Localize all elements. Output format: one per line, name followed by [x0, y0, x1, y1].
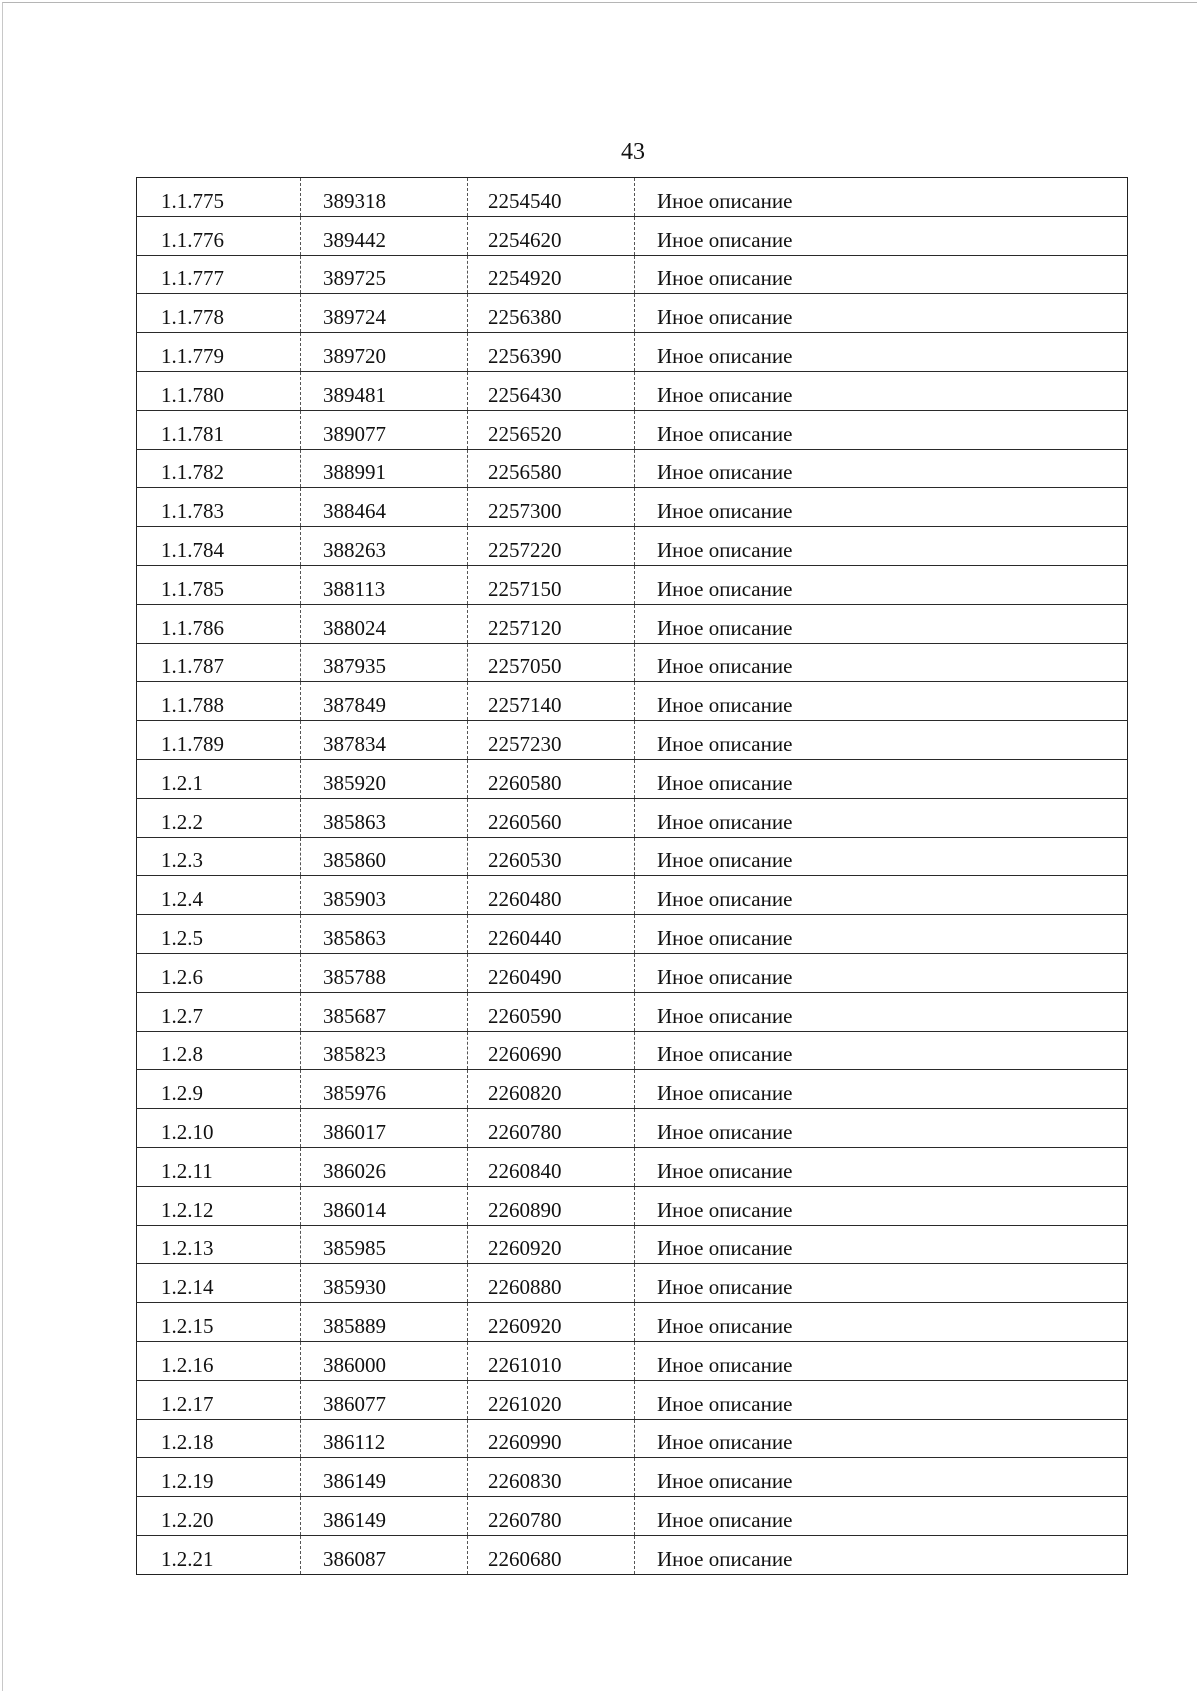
x-coordinate-cell: 385860: [301, 837, 468, 876]
y-coordinate-cell: 2257220: [468, 527, 635, 566]
description-cell: Иное описание: [635, 1341, 1128, 1380]
table-row: [137, 1497, 1128, 1536]
y-coordinate-cell: 2257230: [468, 721, 635, 760]
description-cell: Иное описание: [635, 604, 1128, 643]
table-row: [137, 1225, 1128, 1264]
table-row: [137, 1109, 1128, 1148]
description-cell: Иное описание: [635, 1225, 1128, 1264]
y-coordinate-cell: 2261010: [468, 1341, 635, 1380]
y-coordinate-cell: 2260580: [468, 759, 635, 798]
description-cell: Иное описание: [635, 682, 1128, 721]
description-cell: Иное описание: [635, 449, 1128, 488]
point-number-cell: 1.2.9: [137, 1070, 301, 1109]
description-cell: Иное описание: [635, 798, 1128, 837]
point-number-cell: 1.1.783: [137, 488, 301, 527]
description-cell: Иное описание: [635, 488, 1128, 527]
description-cell: Иное описание: [635, 1070, 1128, 1109]
table-row: [137, 255, 1128, 294]
y-coordinate-cell: 2260990: [468, 1419, 635, 1458]
x-coordinate-cell: 389077: [301, 410, 468, 449]
table-row: [137, 216, 1128, 255]
table-row: [137, 1419, 1128, 1458]
point-number-cell: 1.1.780: [137, 371, 301, 410]
x-coordinate-cell: 385976: [301, 1070, 468, 1109]
x-coordinate-cell: 386077: [301, 1380, 468, 1419]
table-row: [137, 294, 1128, 333]
y-coordinate-cell: 2257300: [468, 488, 635, 527]
table-row: [137, 1380, 1128, 1419]
y-coordinate-cell: 2260780: [468, 1109, 635, 1148]
point-number-cell: 1.2.7: [137, 992, 301, 1031]
y-coordinate-cell: 2260820: [468, 1070, 635, 1109]
x-coordinate-cell: 385985: [301, 1225, 468, 1264]
y-coordinate-cell: 2254920: [468, 255, 635, 294]
point-number-cell: 1.2.19: [137, 1458, 301, 1497]
y-coordinate-cell: 2260530: [468, 837, 635, 876]
point-number-cell: 1.1.787: [137, 643, 301, 682]
table-row: [137, 759, 1128, 798]
point-number-cell: 1.1.788: [137, 682, 301, 721]
table-body: [137, 178, 1128, 1575]
table-row: [137, 1031, 1128, 1070]
table-row: [137, 1186, 1128, 1225]
y-coordinate-cell: 2260480: [468, 876, 635, 915]
table-row: [137, 643, 1128, 682]
point-number-cell: 1.2.17: [137, 1380, 301, 1419]
y-coordinate-cell: 2254620: [468, 216, 635, 255]
description-cell: Иное описание: [635, 1419, 1128, 1458]
point-number-cell: 1.2.15: [137, 1303, 301, 1342]
description-cell: Иное описание: [635, 178, 1128, 217]
x-coordinate-cell: 385788: [301, 953, 468, 992]
table-row: [137, 527, 1128, 566]
description-cell: Иное описание: [635, 565, 1128, 604]
table-row: [137, 837, 1128, 876]
table-row: [137, 682, 1128, 721]
point-number-cell: 1.2.6: [137, 953, 301, 992]
point-number-cell: 1.2.21: [137, 1535, 301, 1574]
table-row: [137, 1070, 1128, 1109]
table-row: [137, 1535, 1128, 1574]
x-coordinate-cell: 385863: [301, 798, 468, 837]
table-row: [137, 178, 1128, 217]
page-number: 43: [621, 139, 645, 165]
description-cell: Иное описание: [635, 1186, 1128, 1225]
point-number-cell: 1.1.777: [137, 255, 301, 294]
y-coordinate-cell: 2256580: [468, 449, 635, 488]
description-cell: Иное описание: [635, 1458, 1128, 1497]
x-coordinate-cell: 385903: [301, 876, 468, 915]
y-coordinate-cell: 2260840: [468, 1147, 635, 1186]
x-coordinate-cell: 389725: [301, 255, 468, 294]
point-number-cell: 1.2.1: [137, 759, 301, 798]
point-number-cell: 1.2.13: [137, 1225, 301, 1264]
table-row: [137, 1264, 1128, 1303]
y-coordinate-cell: 2260780: [468, 1497, 635, 1536]
description-cell: Иное описание: [635, 1264, 1128, 1303]
description-cell: Иное описание: [635, 1303, 1128, 1342]
description-cell: Иное описание: [635, 527, 1128, 566]
y-coordinate-cell: 2254540: [468, 178, 635, 217]
y-coordinate-cell: 2260830: [468, 1458, 635, 1497]
x-coordinate-cell: 388113: [301, 565, 468, 604]
y-coordinate-cell: 2256430: [468, 371, 635, 410]
point-number-cell: 1.2.5: [137, 915, 301, 954]
description-cell: Иное описание: [635, 1380, 1128, 1419]
x-coordinate-cell: 386087: [301, 1535, 468, 1574]
x-coordinate-cell: 389481: [301, 371, 468, 410]
table-row: [137, 1147, 1128, 1186]
description-cell: Иное описание: [635, 371, 1128, 410]
point-number-cell: 1.1.782: [137, 449, 301, 488]
x-coordinate-cell: 387834: [301, 721, 468, 760]
description-cell: Иное описание: [635, 876, 1128, 915]
x-coordinate-cell: 386026: [301, 1147, 468, 1186]
y-coordinate-cell: 2260690: [468, 1031, 635, 1070]
x-coordinate-cell: 388991: [301, 449, 468, 488]
x-coordinate-cell: 385823: [301, 1031, 468, 1070]
table-row: [137, 1303, 1128, 1342]
y-coordinate-cell: 2256520: [468, 410, 635, 449]
description-cell: Иное описание: [635, 759, 1128, 798]
point-number-cell: 1.1.781: [137, 410, 301, 449]
point-number-cell: 1.2.10: [137, 1109, 301, 1148]
x-coordinate-cell: 386112: [301, 1419, 468, 1458]
x-coordinate-cell: 385889: [301, 1303, 468, 1342]
x-coordinate-cell: 386149: [301, 1458, 468, 1497]
point-number-cell: 1.2.18: [137, 1419, 301, 1458]
point-number-cell: 1.2.3: [137, 837, 301, 876]
coordinates-table: [136, 177, 1128, 1575]
description-cell: Иное описание: [657, 1546, 793, 1571]
description-cell: Иное описание: [635, 953, 1128, 992]
description-cell: Иное описание: [635, 643, 1128, 682]
x-coordinate-cell: 386017: [301, 1109, 468, 1148]
y-coordinate-cell: 2260890: [468, 1186, 635, 1225]
x-coordinate-cell: 386149: [301, 1497, 468, 1536]
description-cell: Иное описание: [635, 915, 1128, 954]
y-coordinate-cell: 2260560: [468, 798, 635, 837]
x-coordinate-cell: 387849: [301, 682, 468, 721]
point-number-cell: 1.1.786: [137, 604, 301, 643]
y-coordinate-cell: 2261020: [468, 1380, 635, 1419]
table-row: [137, 565, 1128, 604]
y-coordinate-cell: 2260490: [468, 953, 635, 992]
y-coordinate-cell: 2257120: [468, 604, 635, 643]
table-row: [137, 876, 1128, 915]
table-row: [137, 604, 1128, 643]
table-row: [137, 488, 1128, 527]
x-coordinate-cell: 388024: [301, 604, 468, 643]
y-coordinate-cell: 2257050: [468, 643, 635, 682]
x-coordinate-cell: 386014: [301, 1186, 468, 1225]
x-coordinate-cell: 389318: [301, 178, 468, 217]
point-number-cell: 1.1.784: [137, 527, 301, 566]
table-row: [137, 1458, 1128, 1497]
description-cell: Иное описание: [635, 1031, 1128, 1070]
x-coordinate-cell: 387935: [301, 643, 468, 682]
description-cell: Иное описание: [635, 1497, 1128, 1536]
point-number-cell: 1.1.778: [137, 294, 301, 333]
table-row: [137, 449, 1128, 488]
table-row: [137, 992, 1128, 1031]
point-number-cell: 1.2.12: [137, 1186, 301, 1225]
x-coordinate-cell: 388263: [301, 527, 468, 566]
x-coordinate-cell: 385930: [301, 1264, 468, 1303]
y-coordinate-cell: 2260920: [468, 1303, 635, 1342]
x-coordinate-cell: 389724: [301, 294, 468, 333]
table-row: [137, 1341, 1128, 1380]
table-row: [137, 721, 1128, 760]
description-cell: Иное описание: [635, 721, 1128, 760]
description-cell: Иное описание: [635, 1147, 1128, 1186]
description-cell: Иное описание: [635, 333, 1128, 372]
point-number-cell: 1.2.2: [137, 798, 301, 837]
table-row: [137, 953, 1128, 992]
point-number-cell: 1.1.785: [137, 565, 301, 604]
point-number-cell: 1.2.20: [137, 1497, 301, 1536]
point-number-cell: 1.2.11: [137, 1147, 301, 1186]
description-cell: Иное описание: [635, 255, 1128, 294]
x-coordinate-cell: 386000: [301, 1341, 468, 1380]
point-number-cell: 1.2.14: [137, 1264, 301, 1303]
y-coordinate-cell: 2257150: [468, 565, 635, 604]
table-row: [137, 371, 1128, 410]
point-number-cell: 1.1.779: [137, 333, 301, 372]
point-number-cell: 1.1.775: [137, 178, 301, 217]
table-row: [137, 410, 1128, 449]
description-cell: Иное описание: [635, 992, 1128, 1031]
x-coordinate-cell: 385687: [301, 992, 468, 1031]
point-number-cell: 1.2.16: [137, 1341, 301, 1380]
point-number-cell: 1.1.789: [137, 721, 301, 760]
y-coordinate-cell: 2260880: [468, 1264, 635, 1303]
x-coordinate-cell: 389442: [301, 216, 468, 255]
y-coordinate-cell: 2260920: [468, 1225, 635, 1264]
point-number-cell: 1.2.8: [137, 1031, 301, 1070]
point-number-cell: 1.1.776: [137, 216, 301, 255]
y-coordinate-cell: 2260590: [468, 992, 635, 1031]
description-cell: Иное описание: [635, 410, 1128, 449]
description-cell: Иное описание: [635, 837, 1128, 876]
y-coordinate-cell: 2260680: [468, 1535, 635, 1574]
table-row: [137, 798, 1128, 837]
y-coordinate-cell: 2257140: [468, 682, 635, 721]
description-cell: Иное описание: [635, 294, 1128, 333]
y-coordinate-cell: 2260440: [468, 915, 635, 954]
y-coordinate-cell: 2256380: [468, 294, 635, 333]
x-coordinate-cell: 389720: [301, 333, 468, 372]
point-number-cell: 1.2.4: [137, 876, 301, 915]
table-row: [137, 333, 1128, 372]
table-row: [137, 915, 1128, 954]
x-coordinate-cell: 388464: [301, 488, 468, 527]
description-cell: Иное описание: [635, 216, 1128, 255]
x-coordinate-cell: 385863: [301, 915, 468, 954]
x-coordinate-cell: 385920: [301, 759, 468, 798]
description-cell: Иное описание: [635, 1109, 1128, 1148]
y-coordinate-cell: 2256390: [468, 333, 635, 372]
